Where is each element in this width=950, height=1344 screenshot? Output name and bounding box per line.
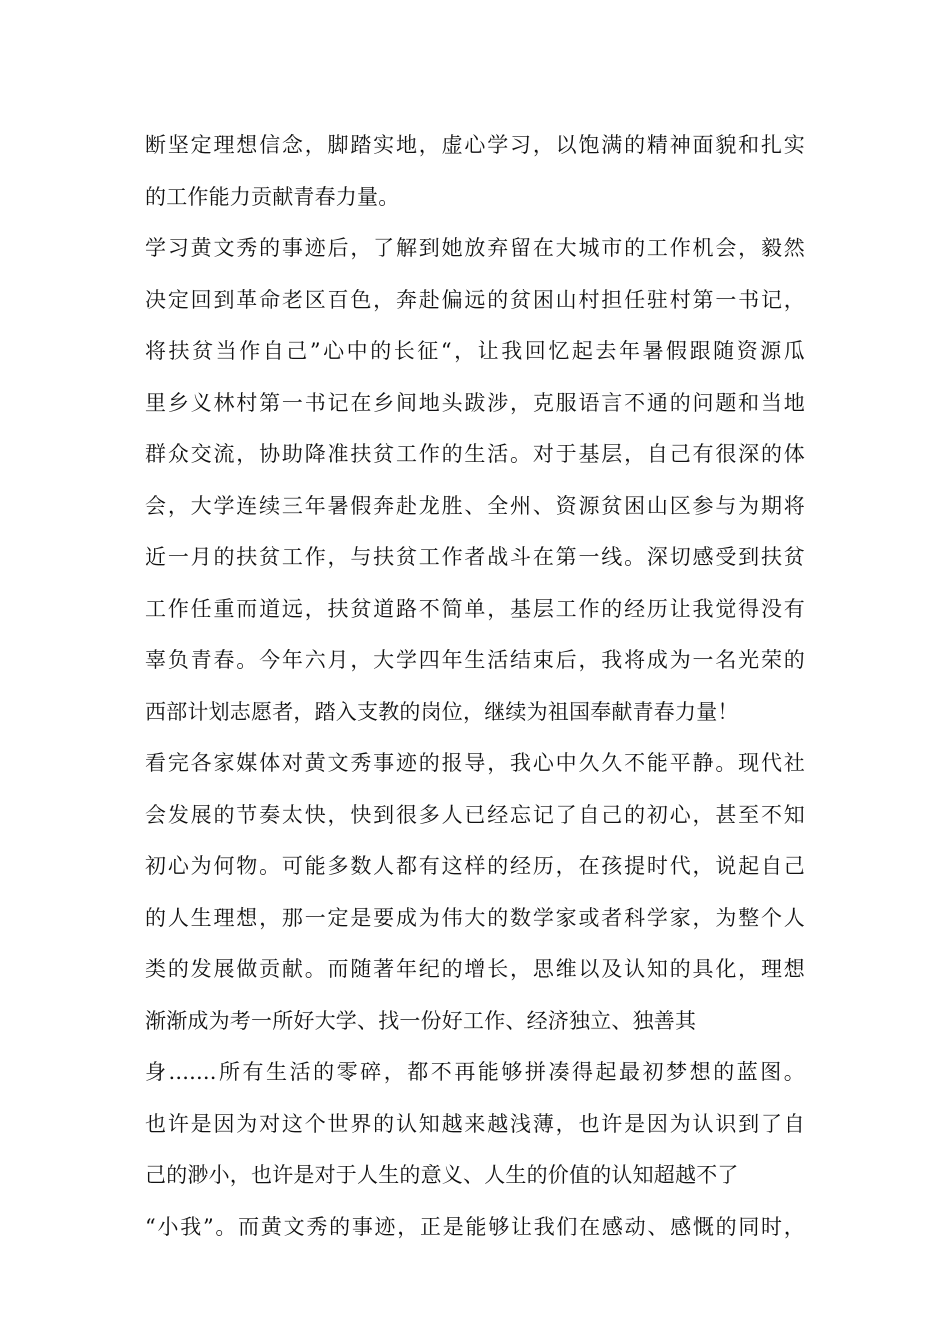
text-line: 初心为何物。可能多数人都有这样的经历，在孩提时代，说起自己 [145, 854, 805, 878]
text-line: 己的渺小，也许是对于人生的意义、人生的价值的认知超越不了 [145, 1163, 739, 1187]
text-line: 的工作能力贡献青春力量。 [145, 184, 400, 209]
text-line: 学习黄文秀的事迹后，了解到她放弃留在大城市的工作机会，毅然 [145, 236, 805, 260]
body-text [145, 130, 805, 1263]
text-line: 近一月的扶贫工作，与扶贫工作者战斗在第一线。深切感受到扶贫 [145, 545, 805, 569]
text-line: 将扶贫当作自己”心中的长征“，让我回忆起去年暑假跟随资源瓜 [145, 339, 805, 363]
text-line: 渐渐成为考一所好大学、找一份好工作、经济独立、独善其 [145, 1008, 697, 1033]
text-line: 类的发展做贡献。而随著年纪的增长，思维以及认知的具化，理想 [145, 957, 805, 981]
text-line: 会发展的节奏太快，快到很多人已经忘记了自己的初心，甚至不知 [145, 802, 805, 827]
text-line: 会，大学连续三年暑假奔赴龙胜、全州、资源贫困山区参与为期将 [145, 493, 805, 518]
text-line: 西部计划志愿者，踏入支教的岗位，继续为祖国奉献青春力量！ [145, 699, 739, 724]
text-line: 群众交流，协助降准扶贫工作的生活。对于基层，自己有很深的体 [145, 442, 805, 466]
text-line: 决定回到革命老区百色，奔赴偏远的贫困山村担任驻村第一书记， [145, 287, 805, 312]
text-line: 看完各家媒体对黄文秀事迹的报导，我心中久久不能平静。现代社 [145, 751, 805, 775]
text-line: 工作任重而道远，扶贫道路不简单，基层工作的经历让我觉得没有 [145, 596, 805, 621]
text-line: 辜负青春。今年六月，大学四年生活结束后，我将成为一名光荣的 [145, 648, 805, 672]
text-line: 也许是因为对这个世界的认知越来越浅薄，也许是因为认识到了自 [145, 1111, 805, 1136]
text-line: 身.......所有生活的零碎，都不再能够拼凑得起最初梦想的蓝图。 [145, 1060, 805, 1084]
text-line: 断坚定理想信念，脚踏实地，虚心学习，以饱满的精神面貌和扎实 [145, 133, 805, 157]
text-line: 里乡义林村第一书记在乡间地头跋涉，克服语言不通的问题和当地 [145, 390, 805, 415]
text-line: “小我”。而黄文秀的事迹，正是能够让我们在感动、感慨的同时， [145, 1214, 805, 1239]
text-line: 的人生理想，那一定是要成为伟大的数学家或者科学家，为整个人 [145, 905, 805, 930]
